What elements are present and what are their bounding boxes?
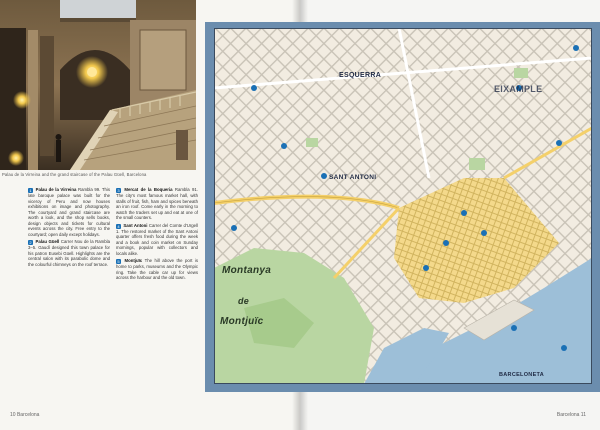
entry [28, 239, 110, 267]
map-label-montanya: Montanya [222, 265, 272, 276]
staircase-photo-art [0, 0, 196, 170]
right-page-folio: Barcelona 11 [556, 412, 586, 418]
map-label-barceloneta: BARCELONETA [499, 372, 545, 378]
palace-interior-photo [0, 0, 196, 170]
entry-text: Carrer del Comte d'Urgell 1. The restored market of the Sant Antoni quarter offers fresh food during the week and a book and coin market on Sunday mornings, popular with collectors and locals alike. [116, 222, 198, 256]
entry [116, 223, 198, 257]
entry-heading: Mercat de la Boqueria [124, 187, 173, 192]
city-map[interactable] [214, 28, 592, 384]
left-page-folio: 10 Barcelona [10, 412, 40, 418]
entry-text: Carrer Nou de la Rambla 3–5. Gaudí designed this town palace for his patron Eusebi Güell. Highlights are the central salon with its parabolic dome and the colourful chimneys on the roof terrace. [28, 239, 110, 267]
map-label-esquerra: ESQUERRA [339, 72, 382, 79]
entry-marker: 4 [117, 223, 120, 229]
text-column-1 [28, 187, 110, 269]
entry-text: Rambla 91. The city's most famous market hall, with stalls of fruit, fish, ham and spices beneath an iron roof. Come early in the morning to watch the traders set up and eat at one of the small counters. [116, 187, 198, 220]
entry-marker: 2 [29, 240, 32, 245]
entry-marker: 1 [29, 188, 32, 193]
map-label-montjuic: Montjuïc [220, 316, 264, 327]
map-label-sant-antoni: SANT ANTONI [329, 174, 377, 181]
text-column-2 [116, 187, 198, 283]
entry-heading: Montjuïc [124, 258, 143, 263]
entry [28, 187, 110, 237]
entry-heading: Palau de la Virreina [35, 187, 77, 192]
entry-marker: 5 [117, 259, 120, 264]
entry [116, 258, 198, 281]
entry-text: Rambla 99. This late baroque palace was built for the viceroy of Peru and now houses exhibitions on image and photography. The courtyard and grand staircase are worth a look, and the shop sells books, design objects and tickets for cultural events across the city. Free entry to the courtyard; open daily except holidays. [28, 187, 110, 237]
photo-caption: Palau de la Virreina and the grand staircase of the Palau Güell, Barcelona [2, 172, 147, 177]
entry [116, 187, 198, 221]
entry-text: The hill above the port is home to parks, museums and the Olympic ring. Take the cable car up for views across the harbour and the old town. [116, 258, 198, 280]
map-art [214, 28, 592, 384]
entry-heading: Sant Antoni [123, 222, 148, 228]
entry-marker: 3 [117, 188, 120, 193]
map-label-de: de [238, 296, 250, 306]
map-label-eixample: EIXAMPLE [494, 84, 543, 94]
entry-heading: Palau Güell [35, 239, 60, 244]
